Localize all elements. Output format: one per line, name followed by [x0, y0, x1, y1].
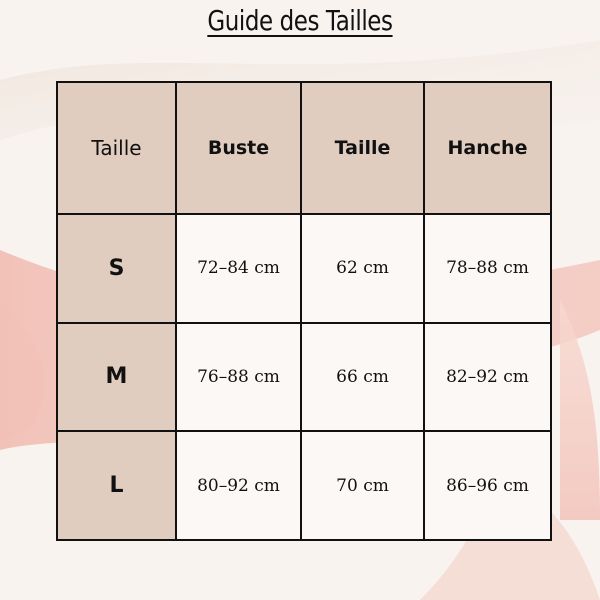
- cell-m-taille: 66 cm: [301, 323, 424, 432]
- page-title-text: Guide des Tailles: [207, 4, 393, 37]
- size-label-s: S: [57, 214, 176, 323]
- size-label-m: M: [57, 323, 176, 432]
- header-hanche: Hanche: [424, 82, 551, 214]
- cell-m-buste: 76–88 cm: [176, 323, 301, 432]
- table-row-m: [57, 323, 551, 432]
- header-taille-waist: Taille: [301, 82, 424, 214]
- size-guide-table: [56, 81, 552, 541]
- table-header-row: [57, 82, 551, 214]
- cell-s-taille: 62 cm: [301, 214, 424, 323]
- cell-m-hanche: 82–92 cm: [424, 323, 551, 432]
- header-buste: Buste: [176, 82, 301, 214]
- size-label-l: L: [57, 431, 176, 540]
- header-taille-size: Taille: [57, 82, 176, 214]
- table-row-s: [57, 214, 551, 323]
- page-title: [0, 4, 600, 37]
- cell-l-taille: 70 cm: [301, 431, 424, 540]
- cell-l-hanche: 86–96 cm: [424, 431, 551, 540]
- cell-s-hanche: 78–88 cm: [424, 214, 551, 323]
- table-row-l: [57, 431, 551, 540]
- cell-l-buste: 80–92 cm: [176, 431, 301, 540]
- cell-s-buste: 72–84 cm: [176, 214, 301, 323]
